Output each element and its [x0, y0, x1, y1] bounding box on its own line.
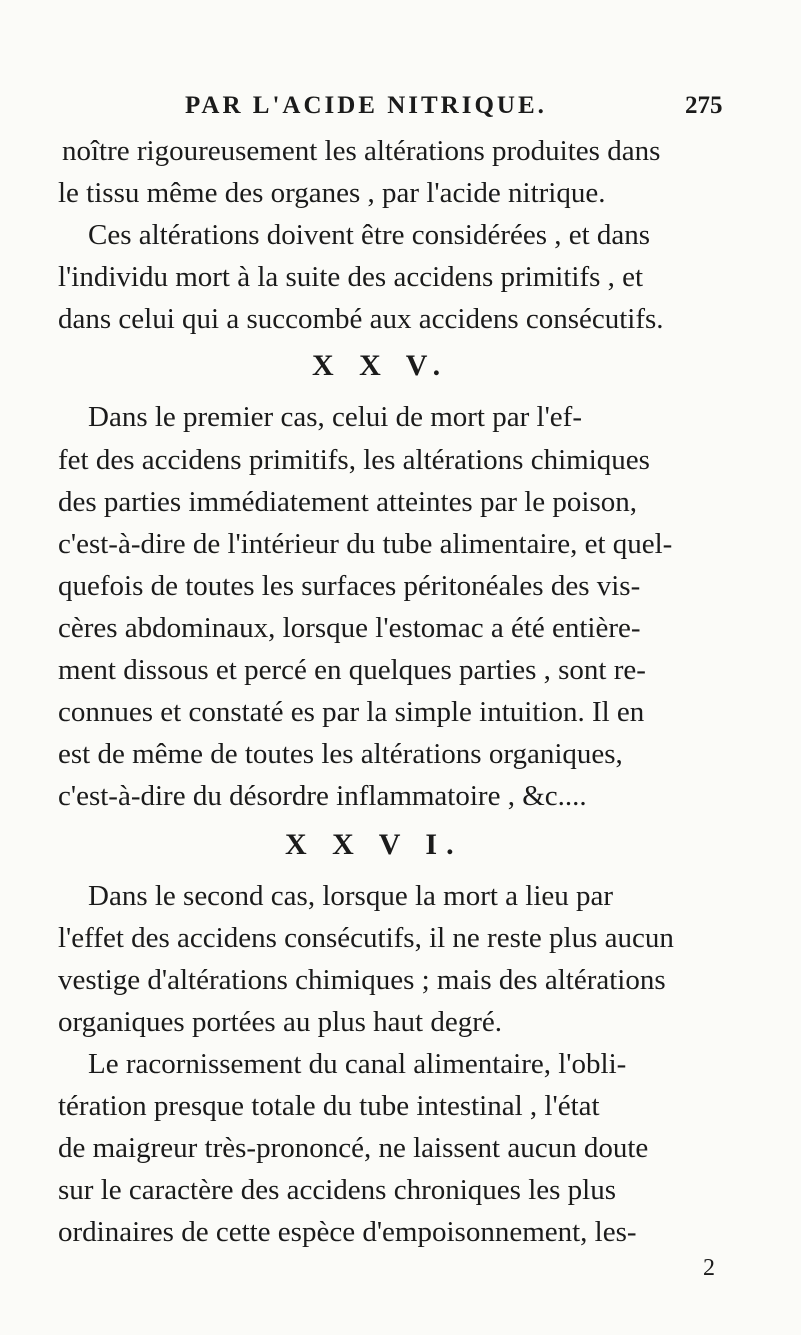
- text-line: fet des accidens primitifs, les altérations chimiques: [58, 444, 650, 476]
- text-line: cères abdominaux, lorsque l'estomac a été entière-: [58, 612, 641, 644]
- page-number: 275: [685, 92, 723, 119]
- text-line: noître rigoureusement les altérations produites dans: [62, 135, 661, 167]
- text-line: Dans le second cas, lorsque la mort a lieu par: [88, 880, 614, 912]
- text-line: dans celui qui a succombé aux accidens consécutifs.: [58, 303, 664, 335]
- text-line: tération presque totale du tube intestinal , l'état: [58, 1090, 600, 1122]
- text-line: ordinaires de cette espèce d'empoisonnement, les-: [58, 1216, 637, 1248]
- text-line: Le racornissement du canal alimentaire, l'obli-: [88, 1048, 627, 1080]
- text-line: connues et constaté es par la simple intuition. Il en: [58, 696, 645, 728]
- text-line: vestige d'altérations chimiques ; mais des altérations: [58, 964, 666, 996]
- text-line: de maigreur très-prononcé, ne laissent aucun doute: [58, 1132, 649, 1164]
- text-line: sur le caractère des accidens chroniques les plus: [58, 1174, 617, 1206]
- text-line: c'est-à-dire du désordre inflammatoire , &c....: [58, 780, 587, 812]
- running-title: PAR L'ACIDE NITRIQUE.: [185, 92, 547, 119]
- page-header: [185, 92, 765, 126]
- section-heading: X X V I.: [285, 828, 463, 861]
- text-line: ment dissous et percé en quelques parties , sont re-: [58, 654, 646, 686]
- text-line: l'individu mort à la suite des accidens primitifs , et: [58, 261, 644, 293]
- text-line: c'est-à-dire de l'intérieur du tube alimentaire, et quel-: [58, 528, 673, 560]
- text-line: Dans le premier cas, celui de mort par l'ef-: [88, 401, 582, 433]
- text-line: est de même de toutes les altérations organiques,: [58, 738, 623, 770]
- text-line: l'effet des accidens consécutifs, il ne reste plus aucun: [58, 922, 674, 954]
- catchword: 2: [703, 1255, 715, 1281]
- text-line: le tissu même des organes , par l'acide nitrique.: [58, 177, 606, 209]
- text-line: organiques portées au plus haut degré.: [58, 1006, 503, 1038]
- text-line: Ces altérations doivent être considérées , et dans: [88, 219, 651, 251]
- section-heading: X X V.: [312, 349, 450, 382]
- text-line: quefois de toutes les surfaces péritonéales des vis-: [58, 570, 641, 602]
- text-line: des parties immédiatement atteintes par le poison,: [58, 486, 638, 518]
